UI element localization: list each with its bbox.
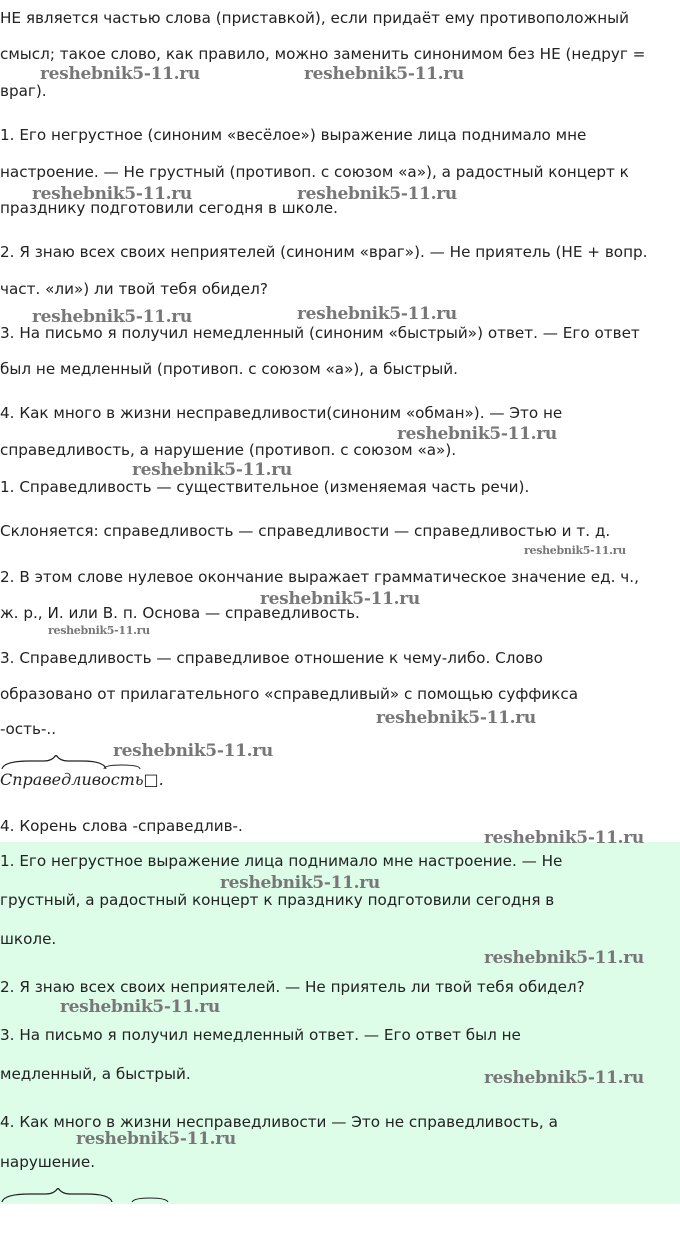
watermark: reshebnik5-11.ru (484, 948, 644, 968)
watermark: reshebnik5-11.ru (32, 184, 192, 204)
watermark: reshebnik5-11.ru (297, 184, 457, 204)
text-line: нарушение. (0, 1153, 96, 1171)
watermark: reshebnik5-11.ru (484, 828, 644, 848)
watermark: reshebnik5-11.ru (484, 1068, 644, 1088)
text-line: 2. В этом слове нулевое окончание выражает грамматическое значение ед. ч., (0, 568, 639, 586)
watermark: reshebnik5-11.ru (397, 424, 557, 444)
text-line: част. «ли») ли твой тебя обидел? (0, 280, 268, 298)
text-line: -ость-.. (0, 720, 57, 738)
text-line: 4. Как много в жизни несправедливости — Это не справедливость, а (0, 1113, 558, 1131)
watermark: reshebnik5-11.ru (76, 1129, 236, 1149)
watermark: reshebnik5-11.ru (32, 307, 192, 327)
text-line: школе. (0, 930, 57, 948)
morpheme-root-arc-bottom (0, 1188, 180, 1204)
text-line: НЕ является частью слова (приставкой), если придаёт ему противоположный (0, 9, 629, 27)
text-line: образовано от прилагательного «справедливый» с помощью суффикса (0, 685, 579, 703)
text-line: справедливость, а нарушение (противоп. с союзом «а»). (0, 441, 457, 459)
text-line: 4. Корень слова -справедлив-. (0, 817, 243, 835)
text-line: 1. Его негрустное выражение лица поднимало мне настроение. — Не (0, 852, 563, 870)
text-line: смысл; такое слово, как правило, можно заменить синонимом без НЕ (недруг = (0, 45, 646, 63)
watermark: reshebnik5-11.ru (524, 544, 626, 557)
text-line: был не медленный (противоп. с союзом «а»), а быстрый. (0, 360, 458, 378)
text-line: 3. На письмо я получил немедленный (синоним «быстрый») ответ. — Его ответ (0, 324, 640, 342)
text-line: медленный, а быстрый. (0, 1065, 191, 1083)
text-line: 1. Его негрустное (синоним «весёлое») выражение лица поднимало мне (0, 126, 587, 144)
text-line: 1. Справедливость — существительное (изменяемая часть речи). (0, 478, 530, 496)
watermark: reshebnik5-11.ru (60, 997, 220, 1017)
watermark: reshebnik5-11.ru (297, 304, 457, 324)
text-line: 4. Как много в жизни несправедливости(синоним «обман»). — Это не (0, 404, 563, 422)
watermark: reshebnik5-11.ru (113, 741, 273, 761)
text-line: празднику подготовили сегодня в школе. (0, 199, 338, 217)
text-line: грустный, а радостный концерт к празднику подготовили сегодня в (0, 891, 555, 909)
text-line: Склоняется: справедливость — справедливости — справедливостью и т. д. (0, 522, 611, 540)
watermark: reshebnik5-11.ru (260, 589, 420, 609)
watermark: reshebnik5-11.ru (304, 64, 464, 84)
text-line: 2. Я знаю всех своих неприятелей. — Не приятель ли твой тебя обидел? (0, 978, 585, 996)
text-line: 2. Я знаю всех своих неприятелей (синоним «враг»). — Не приятель (НЕ + вопр. (0, 243, 648, 261)
watermark: reshebnik5-11.ru (132, 460, 292, 480)
watermark: reshebnik5-11.ru (376, 708, 536, 728)
text-line: настроение. — Не грустный (противоп. с союзом «а»), а радостный концерт к (0, 163, 629, 181)
text-line: ж. р., И. или В. п. Основа — справедливость. (0, 604, 360, 622)
text-line: 3. Справедливость — справедливое отношение к чему-либо. Слово (0, 649, 543, 667)
text-line: 3. На письмо я получил немедленный ответ. — Его ответ был не (0, 1026, 521, 1044)
watermark: reshebnik5-11.ru (220, 873, 380, 893)
text-line: враг). (0, 82, 47, 100)
watermark: reshebnik5-11.ru (48, 624, 150, 637)
morpheme-word: Справедливость□. (0, 770, 164, 789)
watermark: reshebnik5-11.ru (40, 64, 200, 84)
